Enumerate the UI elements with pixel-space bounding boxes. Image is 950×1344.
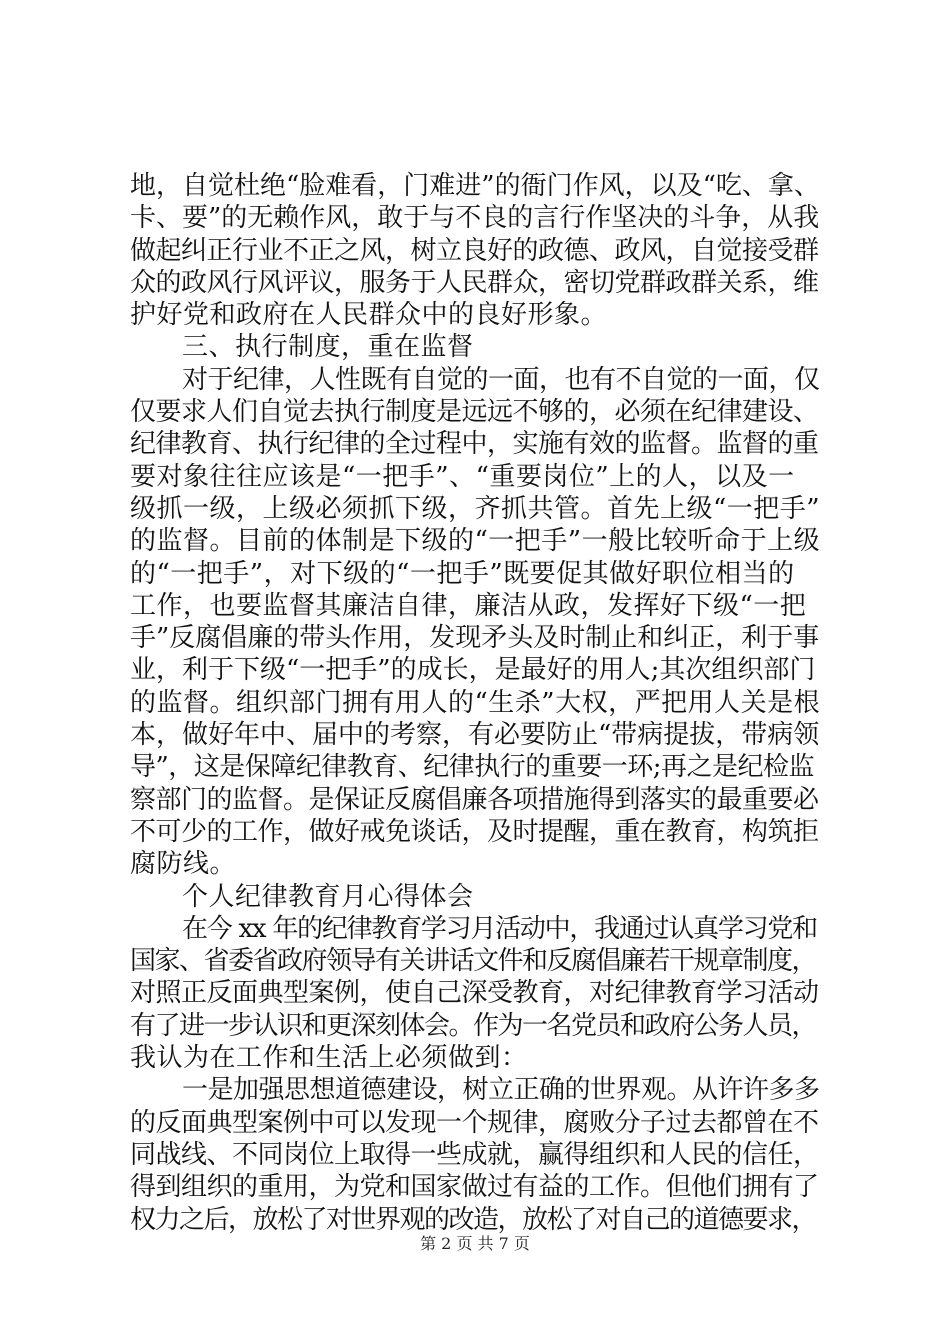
text-line: 地，自觉杜绝“脸难看，门难进”的衙门作风，以及“吃、拿、 bbox=[130, 171, 820, 201]
text-line: 卡、要”的无赖作风，敢于与不良的言行作坚决的斗争，从我 bbox=[130, 203, 820, 234]
text-line: 对于纪律，人性既有自觉的一面，也有不自觉的一面，仅 bbox=[182, 364, 820, 395]
text-line: 本，做好年中、届中的考察，有必要防止“带病提拔，带病领 bbox=[130, 720, 820, 751]
text-line: 仅要求人们自觉去执行制度是远远不够的，必须在纪律建设、 bbox=[130, 397, 819, 428]
text-line: 要对象往往应该是“一把手”、“重要岗位”上的人，以及一 bbox=[130, 461, 795, 492]
text-line: 工作，也要监督其廉洁自律，廉洁从政，发挥好下级“一把 bbox=[130, 590, 807, 621]
text-line: 国家、省委省政府领导有关讲话文件和反腐倡廉若干规章制度， bbox=[130, 946, 817, 977]
text-line: 一是加强思想道德建设，树立正确的世界观。从许许多多 bbox=[182, 1075, 820, 1106]
page-footer: 第 2 页 共 7 页 bbox=[420, 1234, 530, 1253]
text-line: 权力之后，放松了对世界观的改造，放松了对自己的道德要求， bbox=[130, 1204, 817, 1235]
text-line: 不可少的工作，做好戒免谈话，及时提醒，重在教育，构筑拒 bbox=[130, 816, 819, 847]
text-line: 三、执行制度，重在监督 bbox=[182, 332, 474, 363]
text-line: 纪律教育、执行纪律的全过程中，实施有效的监督。监督的重 bbox=[130, 429, 819, 460]
text-line: 腐防线。 bbox=[130, 849, 237, 880]
text-line: 导”，这是保障纪律教育、纪律执行的重要一环;再之是纪检监 bbox=[130, 752, 815, 783]
text-line: 的监督。目前的体制是下级的“一把手”一般比较听命于上级 bbox=[130, 526, 821, 557]
text-line: 手”反腐倡廉的带头作用，发现矛头及时制止和纠正，利于事 bbox=[130, 623, 820, 654]
text-line: 的反面典型案例中可以发现一个规律，腐败分子过去都曾在不 bbox=[130, 1107, 819, 1138]
text-line: 的监督。组织部门拥有用人的“生杀”大权，严把用人关是根 bbox=[130, 687, 821, 718]
text-line: 有了进一步认识和更深刻体会。作为一名党员和政府公务人员， bbox=[130, 1010, 817, 1041]
text-line: 在今 xx 年的纪律教育学习月活动中，我通过认真学习党和 bbox=[182, 913, 817, 944]
text-line: 同战线、不同岗位上取得一些成就，赢得组织和人民的信任， bbox=[130, 1139, 819, 1170]
text-line: 护好党和政府在人民群众中的良好形象。 bbox=[130, 300, 608, 331]
text-line: 众的政风行风评议，服务于人民群众，密切党群政群关系，维 bbox=[130, 267, 819, 298]
text-line: 察部门的监督。是保证反腐倡廉各项措施得到落实的最重要必 bbox=[130, 784, 819, 815]
document-body bbox=[130, 170, 820, 1236]
text-line: 业，利于下级“一把手”的成长，是最好的用人;其次组织部门 bbox=[130, 655, 816, 686]
text-line: 个人纪律教育月心得体会 bbox=[182, 881, 474, 912]
text-line: 级抓一级，上级必须抓下级，齐抓共管。首先上级“一把手” bbox=[130, 493, 821, 524]
text-line: 的“一把手”，对下级的“一把手”既要促其做好职位相当的 bbox=[130, 558, 795, 589]
text-line: 得到组织的重用，为党和国家做过有益的工作。但他们拥有了 bbox=[130, 1172, 819, 1203]
text-line: 我认为在工作和生活上必须做到： bbox=[130, 1043, 528, 1074]
text-line: 对照正反面典型案例，使自己深受教育，对纪律教育学习活动 bbox=[130, 978, 819, 1009]
text-line: 做起纠正行业不正之风，树立良好的政德、政风，自觉接受群 bbox=[130, 235, 819, 266]
